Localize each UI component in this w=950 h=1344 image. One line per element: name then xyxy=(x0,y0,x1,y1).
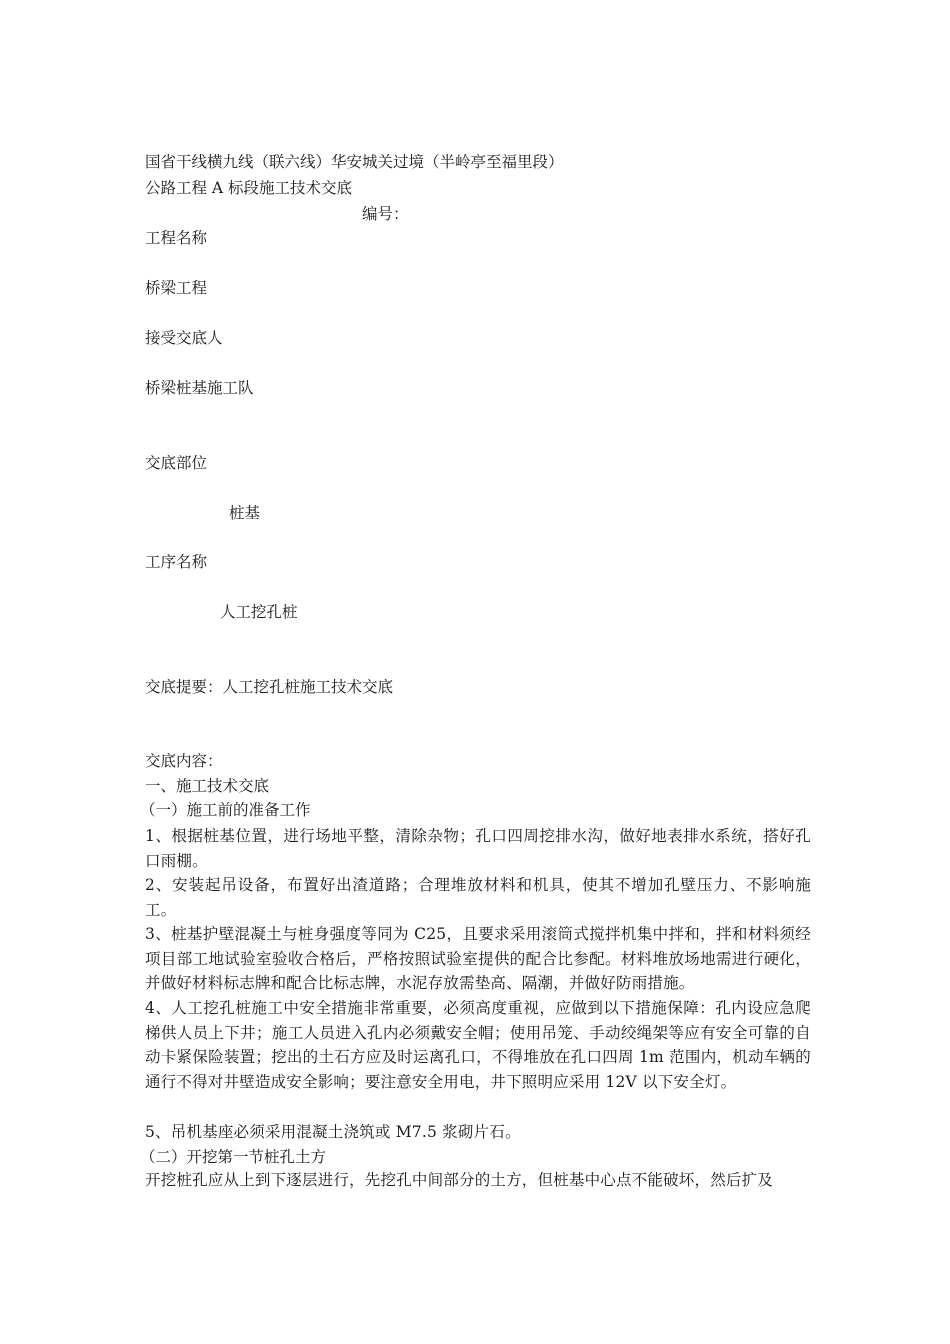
content-item-2: 2、安装起吊设备，布置好出渣道路；合理堆放材料和机具，使其不增加孔壁压力、不影响施工。 xyxy=(145,876,811,919)
location-label: 交底部位 xyxy=(145,454,208,472)
content-last-line: 开挖桩孔应从上到下逐层进行，先挖孔中间部分的土方，但桩基中心点不能破坏，然后扩及 xyxy=(145,1171,774,1189)
receiver-label: 接受交底人 xyxy=(145,329,223,347)
process-label: 工序名称 xyxy=(145,553,208,571)
content-label: 交底内容： xyxy=(145,752,223,770)
section-heading-1: 一、施工技术交底 xyxy=(145,777,270,795)
document-title-line-2: 公路工程 A 标段施工技术交底 xyxy=(145,179,353,197)
content-item-1: 1、根据桩基位置，进行场地平整，清除杂物；孔口四周挖排水沟，做好地表排水系统，搭好孔口雨棚。 xyxy=(145,827,811,870)
subsection-heading-2: （二）开挖第一节桩孔土方 xyxy=(140,1148,327,1166)
receiver-value: 桥梁桩基施工队 xyxy=(145,379,254,397)
document-number-label: 编号： xyxy=(362,205,409,223)
content-item-4: 4、人工挖孔桩施工中安全措施非常重要，必须高度重视，应做到以下措施保障：孔内设应急爬梯供人员上下井；施工人员进入孔内必须戴安全帽；使用吊笼、手动绞绳架等应有安全可靠的自动卡紧保险装置；挖出的土石方应及时运离孔口，不得堆放在孔口四周 1m 范围内，机动车辆的通行不得对井壁造成安全影响；要注意安全用电，井下照明应采用 12V 以下安全灯。 xyxy=(145,999,811,1091)
location-value: 桩基 xyxy=(229,504,261,522)
subsection-heading-1: （一）施工前的准备工作 xyxy=(140,801,311,819)
content-item-5: 5、吊机基座必须采用混凝土浇筑或 M7.5 浆砌片石。 xyxy=(145,1123,521,1141)
project-name-value: 桥梁工程 xyxy=(145,279,208,297)
process-value: 人工挖孔桩 xyxy=(220,603,298,621)
project-name-label: 工程名称 xyxy=(145,229,208,247)
content-item-3: 3、桩基护壁混凝土与桩身强度等同为 C25，且要求采用滚筒式搅拌机集中拌和，拌和材料须经项目部工地试验室验收合格后，严格按照试验室提供的配合比参配。材料堆放场地需进行硬化，并做好材料标志牌和配合比标志牌，水泥存放需垫高、隔潮，并做好防雨措施。 xyxy=(145,925,811,992)
summary-text: 交底提要：人工挖孔桩施工技术交底 xyxy=(145,678,394,696)
document-title-line-1: 国省干线横九线（联六线）华安城关过境（半岭亭至福里段） xyxy=(145,153,564,171)
